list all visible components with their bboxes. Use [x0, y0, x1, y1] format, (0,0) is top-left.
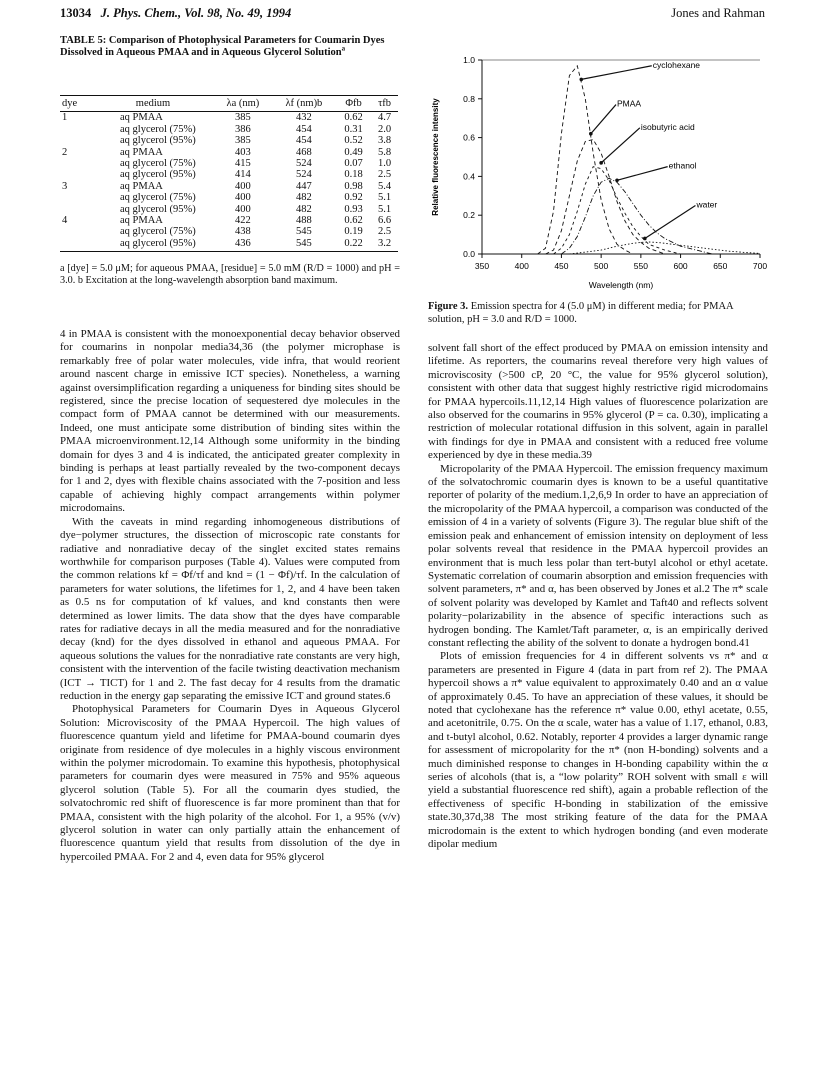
table-cell: 400: [235, 203, 251, 215]
table-cell: 0.18: [344, 169, 363, 181]
table-cell: [60, 238, 92, 252]
journal-citation: J. Phys. Chem., Vol. 98, No. 49, 1994: [100, 6, 292, 20]
table-row: [60, 169, 398, 180]
table-row: [60, 158, 398, 169]
paragraph: With the caveats in mind regarding inhomogeneous distributions of dye−polymer structures, the dissection of microscopic rate constants for radiative and nonradiative decay of the singlet excited states remains worthwhile for comparison purposes (Table 4). Values were computed from the common relations kf = Φf/τf and knd = (1 − Φf)/τf. In the calculation of parameters for water solutions, the lifetimes for 1, 2, and 4 have been taken as 0.5 ns for computation of kf values, and knd constants then were determined as lower limits. The data show that the dyes have comparable rates for radiative decays in all the media measured and for the nonradiative decay (knd) for the dyes dissolved in ethanol and aqueous PMAA. For aqueous solutions the values for the nonradiative rate constants are very high, consistent with the intervention of the facile twisting deactivation mechanism (ICT → TICT) for 1 and 2. The fast decay for 4 results from the dramatic reduction in the energy gap separating the emissive ICT and ground states.6: [60, 515, 400, 702]
arrow-head: [643, 237, 647, 241]
paragraph: 4 in PMAA is consistent with the monoexponential decay behavior observed for coumarins in nonpolar media34,36 (the polymer microphase is remarkably free of polar water molecules, vide infra, that would reorient around nascent charge in emissive ICT species). Nonetheless, a warning against oversimplification regarding a uniqueness for binding sites should be registered, since the precise location of sequestered dye molecules in the compact form of PMAA cannot be determined with our measurements. Indeed, one must anticipate some distribution of binding sites within the PMAA microenvironment.12,14 Although some uniformity in the binding domain for dyes 3 and 4 is indicated, the anticipated greater complexity in binding is perhaps at least partially revealed by the two-component decays for 1 and 2, dyes with flexible chains associated with the 7-position and less capable of achieving highly compact arrangements within polymer microdomains.: [60, 328, 400, 515]
table-cell: 4.7: [377, 112, 392, 124]
arrow-head: [589, 132, 593, 136]
table-cell: 414: [235, 169, 251, 181]
table-cell: 1: [62, 112, 68, 124]
table-cell: 3.2: [371, 238, 398, 252]
table-title: TABLE 5: Comparison of Photophysical Parameters for Coumarin Dyes Dissolved in Aqueous PMAA and in Aqueous Glycerol Solution$^a$: [60, 35, 385, 58]
table-cell: 3: [62, 180, 68, 192]
series-line-cyclohexane: [538, 66, 641, 254]
table-row: [60, 204, 398, 215]
paragraph: Photophysical Parameters for Coumarin Dyes in Aqueous Glycerol Solution: Microviscosity of the PMAA Hypercoil. The high values of fluorescence quantum yield and lifetime for PMAA-bound coumarin dyes originate from residence of dye molecules in a highly viscous environment within the polymer microdomain. To examine this hypothesis, photophysical parameters for coumarin dyes were measured in 75% and 95% aqueous glycerol solution (Table 5). For all the coumarin dyes studied, the solvatochromic red shift of fluorescence is far more prominent than that for PMAA, consistent with the high polarity of the alcohol. For 1, a 95% (v/v) glycerol solution in water can only partially attain the enhancement of fluorescence quantum yield that results from dissolution of the dye in hypercoiled PMAA. For 2 and 4, even data for 95% glycerol: [60, 703, 400, 863]
col-header: λf (nm)b: [272, 96, 336, 112]
table-cell: 5.8: [377, 146, 392, 158]
table-cell: 3.8: [377, 135, 392, 147]
table-cell: 385: [235, 135, 251, 147]
table-cell: 400: [235, 192, 251, 204]
table-cell: 0.93: [344, 203, 363, 215]
y-axis-label: Relative fluorescence intensity: [431, 98, 440, 216]
table-cell: 2.5: [377, 226, 392, 238]
table-cell: aq glycerol (75%): [120, 158, 196, 170]
table-cell: 1.0: [377, 158, 392, 170]
y-tick-label: 0.2: [463, 210, 475, 221]
table-cell: 5.4: [377, 180, 392, 192]
series-arrow: [581, 66, 651, 80]
y-tick-label: 0.0: [463, 249, 475, 259]
table-cell: 432: [296, 112, 312, 124]
table-cell: 0.49: [344, 146, 363, 158]
table-cell: 386: [235, 123, 251, 135]
table-cell: 454: [296, 123, 312, 135]
table-cell: aq PMAA: [120, 215, 163, 227]
table-cell: 0.07: [344, 158, 363, 170]
left-column: [60, 328, 400, 864]
table-cell: 0.62: [344, 215, 363, 227]
table-cell: [60, 158, 92, 169]
x-tick-label: 600: [673, 261, 688, 271]
table-row: [60, 181, 398, 192]
paragraph: solvent fall short of the effect produced by PMAA on emission intensity and lifetime. As reporters, the coumarins reveal therefore very high values of microviscosity (>500 cP, 20 °C, the value for 95% glycerol solution), consistent with other data that suggest highly restrictive rigid microdomains for PMAA hypercoils.11,12,14 High values of fluorescence polarization are also observed for the coumarins in 95% glycerol (P = ca. 0.30), implicating a restriction of molecular rotational diffusion in this solvent, again in parallel with findings for dye in PMAA and consistent with a reduced free volume experienced by dye in these media.39: [428, 342, 768, 462]
series-line-water: [569, 242, 760, 254]
table-cell: 524: [296, 169, 312, 181]
series-arrow: [601, 128, 640, 163]
table-cell: 5.1: [377, 192, 392, 204]
col-header: Φfb: [336, 96, 371, 112]
series-label: ethanol: [668, 160, 697, 171]
x-axis-label: Wavelength (nm): [588, 280, 654, 290]
table-cell: 385: [235, 112, 251, 124]
x-tick-label: 450: [554, 261, 569, 271]
figure-3-chart: [420, 48, 780, 298]
table-row: [60, 226, 398, 237]
table-cell: 0.19: [344, 226, 363, 238]
series-label: PMAA: [617, 98, 642, 109]
table-cell: [60, 204, 92, 215]
table-row: [60, 192, 398, 203]
table-cell: aq glycerol (95%): [120, 203, 196, 215]
paragraph: Plots of emission frequencies for 4 in different solvents vs π* and α parameters are presented in Figure 4 (data in part from ref 2). The PMAA hypercoil shows a π* value equivalent to approximately 0.40 and an α value of approximately 0.45. To have an appreciation of these values, it should be noted that cyclohexane has the reference π* value 0.00, ethyl acetate, 0.55, and acetonitrile, 0.75. On the α scale, water has a value of 1.17, ethanol, 0.83, and t-butyl alcohol, 0.62. Notably, reporter 4 provides a larger dynamic range for assessment of micropolarity for the π* (non H-bonding) solvents and a much diminished response to changes in H-bonding capability within the α series of alcohols (that is, a “low polarity” ROH solvent with small ε will yield a substantial fluorescence red shift), again a probable reflection of the effectiveness of specific H-bonding in stabilization of the emissive state.30,37d,38 The most striking feature of the data for the PMAA microdomain is the extent to which hydrogen bonding (and even moderate dipolar medium: [428, 650, 768, 851]
y-tick-label: 0.6: [463, 132, 475, 143]
table-cell: 454: [296, 135, 312, 147]
table-cell: 468: [296, 146, 312, 158]
table-cell: aq PMAA: [120, 146, 163, 158]
table-cell: 4: [62, 215, 68, 227]
y-tick-label: 0.4: [463, 171, 475, 182]
table-cell: 545: [272, 238, 336, 252]
arrow-head: [615, 178, 619, 182]
table-cell: aq glycerol (95%): [120, 169, 196, 181]
page-number: 13034: [60, 6, 92, 20]
figure-caption: Figure 3. Emission spectra for 4 (5.0 μM) in different media; for PMAA solution, pH = 3.0 and R/D = 1000.: [428, 301, 734, 325]
right-column: [428, 342, 768, 851]
table-cell: 482: [296, 203, 312, 215]
y-tick-label: 0.8: [463, 93, 475, 104]
table-row: [60, 238, 398, 252]
table-cell: [60, 124, 92, 135]
y-tick-label: 1.0: [463, 55, 475, 65]
table-cell: 0.22: [336, 238, 371, 252]
running-header: [60, 6, 291, 21]
table-cell: aq glycerol (75%): [120, 192, 196, 204]
table-cell: [60, 192, 92, 203]
table-row: [60, 147, 398, 158]
table-cell: 436: [214, 238, 272, 252]
x-tick-label: 500: [594, 261, 609, 271]
table-cell: 415: [235, 158, 251, 170]
table-cell: 0.98: [344, 180, 363, 192]
table-cell: 2.0: [377, 123, 392, 135]
table-cell: 5.1: [377, 203, 392, 215]
col-header: dye: [60, 96, 92, 112]
table-cell: 403: [235, 146, 251, 158]
table-cell: 438: [235, 226, 251, 238]
table-cell: [60, 169, 92, 180]
table-cell: 0.31: [344, 123, 363, 135]
table-cell: aq PMAA: [120, 180, 163, 192]
col-header: medium: [92, 96, 214, 112]
x-tick-label: 550: [633, 261, 648, 271]
table-cell: aq glycerol (75%): [120, 123, 196, 135]
x-tick-label: 700: [752, 261, 768, 271]
table-cell: [60, 226, 92, 237]
running-header-authors: Jones and Rahman: [671, 6, 765, 20]
x-tick-label: 350: [474, 261, 490, 271]
table-cell: 2.5: [377, 169, 392, 181]
table-cell: 488: [296, 215, 312, 227]
table-footnotes: a [dye] = 5.0 μM; for aqueous PMAA, [residue] = 5.0 mM (R/D = 1000) and pH = 3.0. b Excitation at the long-wavelength absorption band maximum.: [60, 263, 400, 286]
series-label: isobutyric acid: [640, 121, 695, 132]
table-header-row: [60, 96, 398, 112]
series-arrow: [645, 205, 696, 238]
table-cell: aq glycerol (95%): [120, 135, 196, 147]
table-cell: 524: [296, 158, 312, 170]
x-tick-label: 650: [713, 261, 728, 271]
table-cell: 0.62: [344, 112, 363, 124]
table-5: [60, 95, 398, 252]
table-cell: 400: [235, 180, 251, 192]
table-cell: 545: [296, 226, 312, 238]
table-cell: aq PMAA: [120, 112, 163, 124]
series-label: water: [696, 199, 718, 210]
series-label: cyclohexane: [652, 59, 701, 70]
col-header: λa (nm): [214, 96, 272, 112]
table-row: [60, 112, 398, 124]
table-cell: 422: [235, 215, 251, 227]
table-cell: 482: [296, 192, 312, 204]
table-cell: [60, 135, 92, 146]
series-arrow: [617, 167, 668, 181]
table-cell: 2: [62, 146, 68, 158]
arrow-head: [599, 161, 603, 165]
arrow-head: [579, 78, 583, 82]
paragraph: Micropolarity of the PMAA Hypercoil. The emission frequency maximum of the solvatochromic coumarin dyes is known to be a useful quantitative reporter of polarity of the medium.1,2,6,9 In order to have an appreciation of the micropolarity of the PMAA hypercoil, a comparison was conducted of the emission of 4 in a variety of solvents (Figure 3). The regular blue shift of the emission peak and enhancement of emission intensity on deployment of less polar solvents reveal that residence in the PMAA hypercoil provides an environment that is much less polar than tert-butyl alcohol or ethyl acetate. Systematic correlation of coumarin absorption and emission frequencies with solvent parameters, π* and α, has been observed by Jones et al.2 The π* scale of solvent polarity was developed by Kamlet and Taft40 and reflects solvent polarity−polarizability in the absence of specific interactions such as hydrogen bonding. The Kamlet/Taft parameter, α, is an empirically derived constant reflecting the ability of the solvent to donate a hydrogen bond.41: [428, 462, 768, 649]
table-cell: 0.92: [344, 192, 363, 204]
table-cell: 447: [296, 180, 312, 192]
series-arrow: [591, 105, 616, 134]
table-cell: aq glycerol (95%): [92, 238, 214, 252]
x-tick-label: 400: [514, 261, 529, 271]
table-cell: 0.52: [344, 135, 363, 147]
table-cell: 6.6: [377, 215, 392, 227]
table-row: [60, 124, 398, 135]
table-cell: aq glycerol (75%): [120, 226, 196, 238]
col-header: τfb: [371, 96, 398, 112]
table-row: [60, 215, 398, 226]
table-row: [60, 135, 398, 146]
